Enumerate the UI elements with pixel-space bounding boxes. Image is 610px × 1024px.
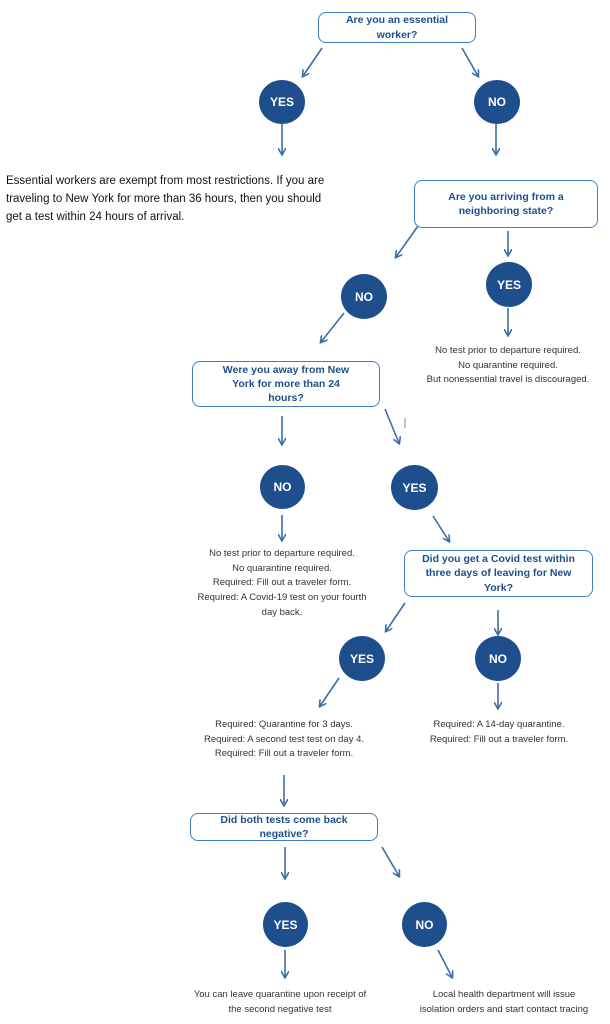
question-away-24-hours: Were you away from New York for more than 24 hours? (192, 361, 380, 407)
answer-negative-no: NO (402, 902, 447, 947)
note-line: Required: A second test test on day 4. (203, 733, 365, 745)
note-line: isolation orders and start contact tracing (419, 1003, 589, 1015)
answer-neighbor-yes: YES (486, 262, 532, 307)
question-covid-test: Did you get a Covid test within three days of leaving for New York? (404, 550, 593, 597)
arrow-essential-to-yes (303, 48, 322, 76)
answer-test-yes: YES (339, 636, 385, 681)
arrow-no-to-away (321, 313, 344, 342)
answer-essential-no: NO (474, 80, 520, 124)
answer-essential-yes: YES (259, 80, 305, 124)
note-line: Required: Fill out a traveler form. (214, 748, 354, 760)
note-line: Required: Fill out a traveler form. (212, 577, 352, 589)
note-line: Local health department will issue (432, 989, 576, 1000)
arrow-test-to-yes (386, 603, 405, 631)
note-line: Required: A Covid-19 test on your fourth (197, 592, 367, 604)
note-test-no (408, 718, 590, 747)
note-line: No test prior to departure required. (209, 548, 355, 559)
note-line: get a test within 24 hours of arrival. (6, 210, 185, 223)
question-both-negative: Did both tests come back negative? (190, 813, 378, 841)
note-line: Required: Fill out a traveler form. (429, 733, 569, 745)
note-line: traveling to New York for more than 36 hours, then you should (6, 192, 322, 205)
note-line: No test prior to departure required. (435, 345, 581, 356)
note-essential-yes (6, 173, 324, 226)
arrow-negative-to-no (382, 847, 399, 876)
question-neighboring-state: Are you arriving from a neighboring state? (414, 180, 598, 228)
note-negative-no (400, 988, 608, 1017)
note-line: No quarantine required. (458, 359, 558, 371)
arrow-neighbor-to-no (396, 226, 418, 257)
note-line: the second negative test (228, 1003, 332, 1015)
note-negative-yes (180, 988, 380, 1017)
answer-away-yes: YES (391, 465, 438, 510)
note-line: Essential workers are exempt from most restrictions. If you are (6, 175, 325, 187)
answer-away-no: NO (260, 465, 305, 509)
note-line: day back. (261, 606, 303, 618)
note-test-yes (184, 718, 384, 762)
note-line: No quarantine required. (232, 562, 332, 574)
arrow-test-yes-down (320, 678, 339, 706)
arrow-away-to-yes (385, 409, 399, 443)
note-line: Required: A 14-day quarantine. (433, 719, 565, 730)
note-away-no (176, 547, 388, 621)
arrow-negative-no-down (438, 950, 452, 977)
question-essential-worker: Are you an essential worker? (318, 12, 476, 43)
answer-test-no: NO (475, 636, 521, 681)
answer-negative-yes: YES (263, 902, 308, 947)
note-line: But nonessential travel is discouraged. (426, 374, 590, 386)
note-line: You can leave quarantine upon receipt of (193, 989, 367, 1000)
arrow-essential-to-no (462, 48, 478, 76)
note-line: Required: Quarantine for 3 days. (215, 719, 353, 730)
note-neighbor-yes (410, 344, 606, 388)
answer-neighbor-no: NO (341, 274, 387, 319)
arrow-away-yes-to-test (433, 516, 449, 541)
